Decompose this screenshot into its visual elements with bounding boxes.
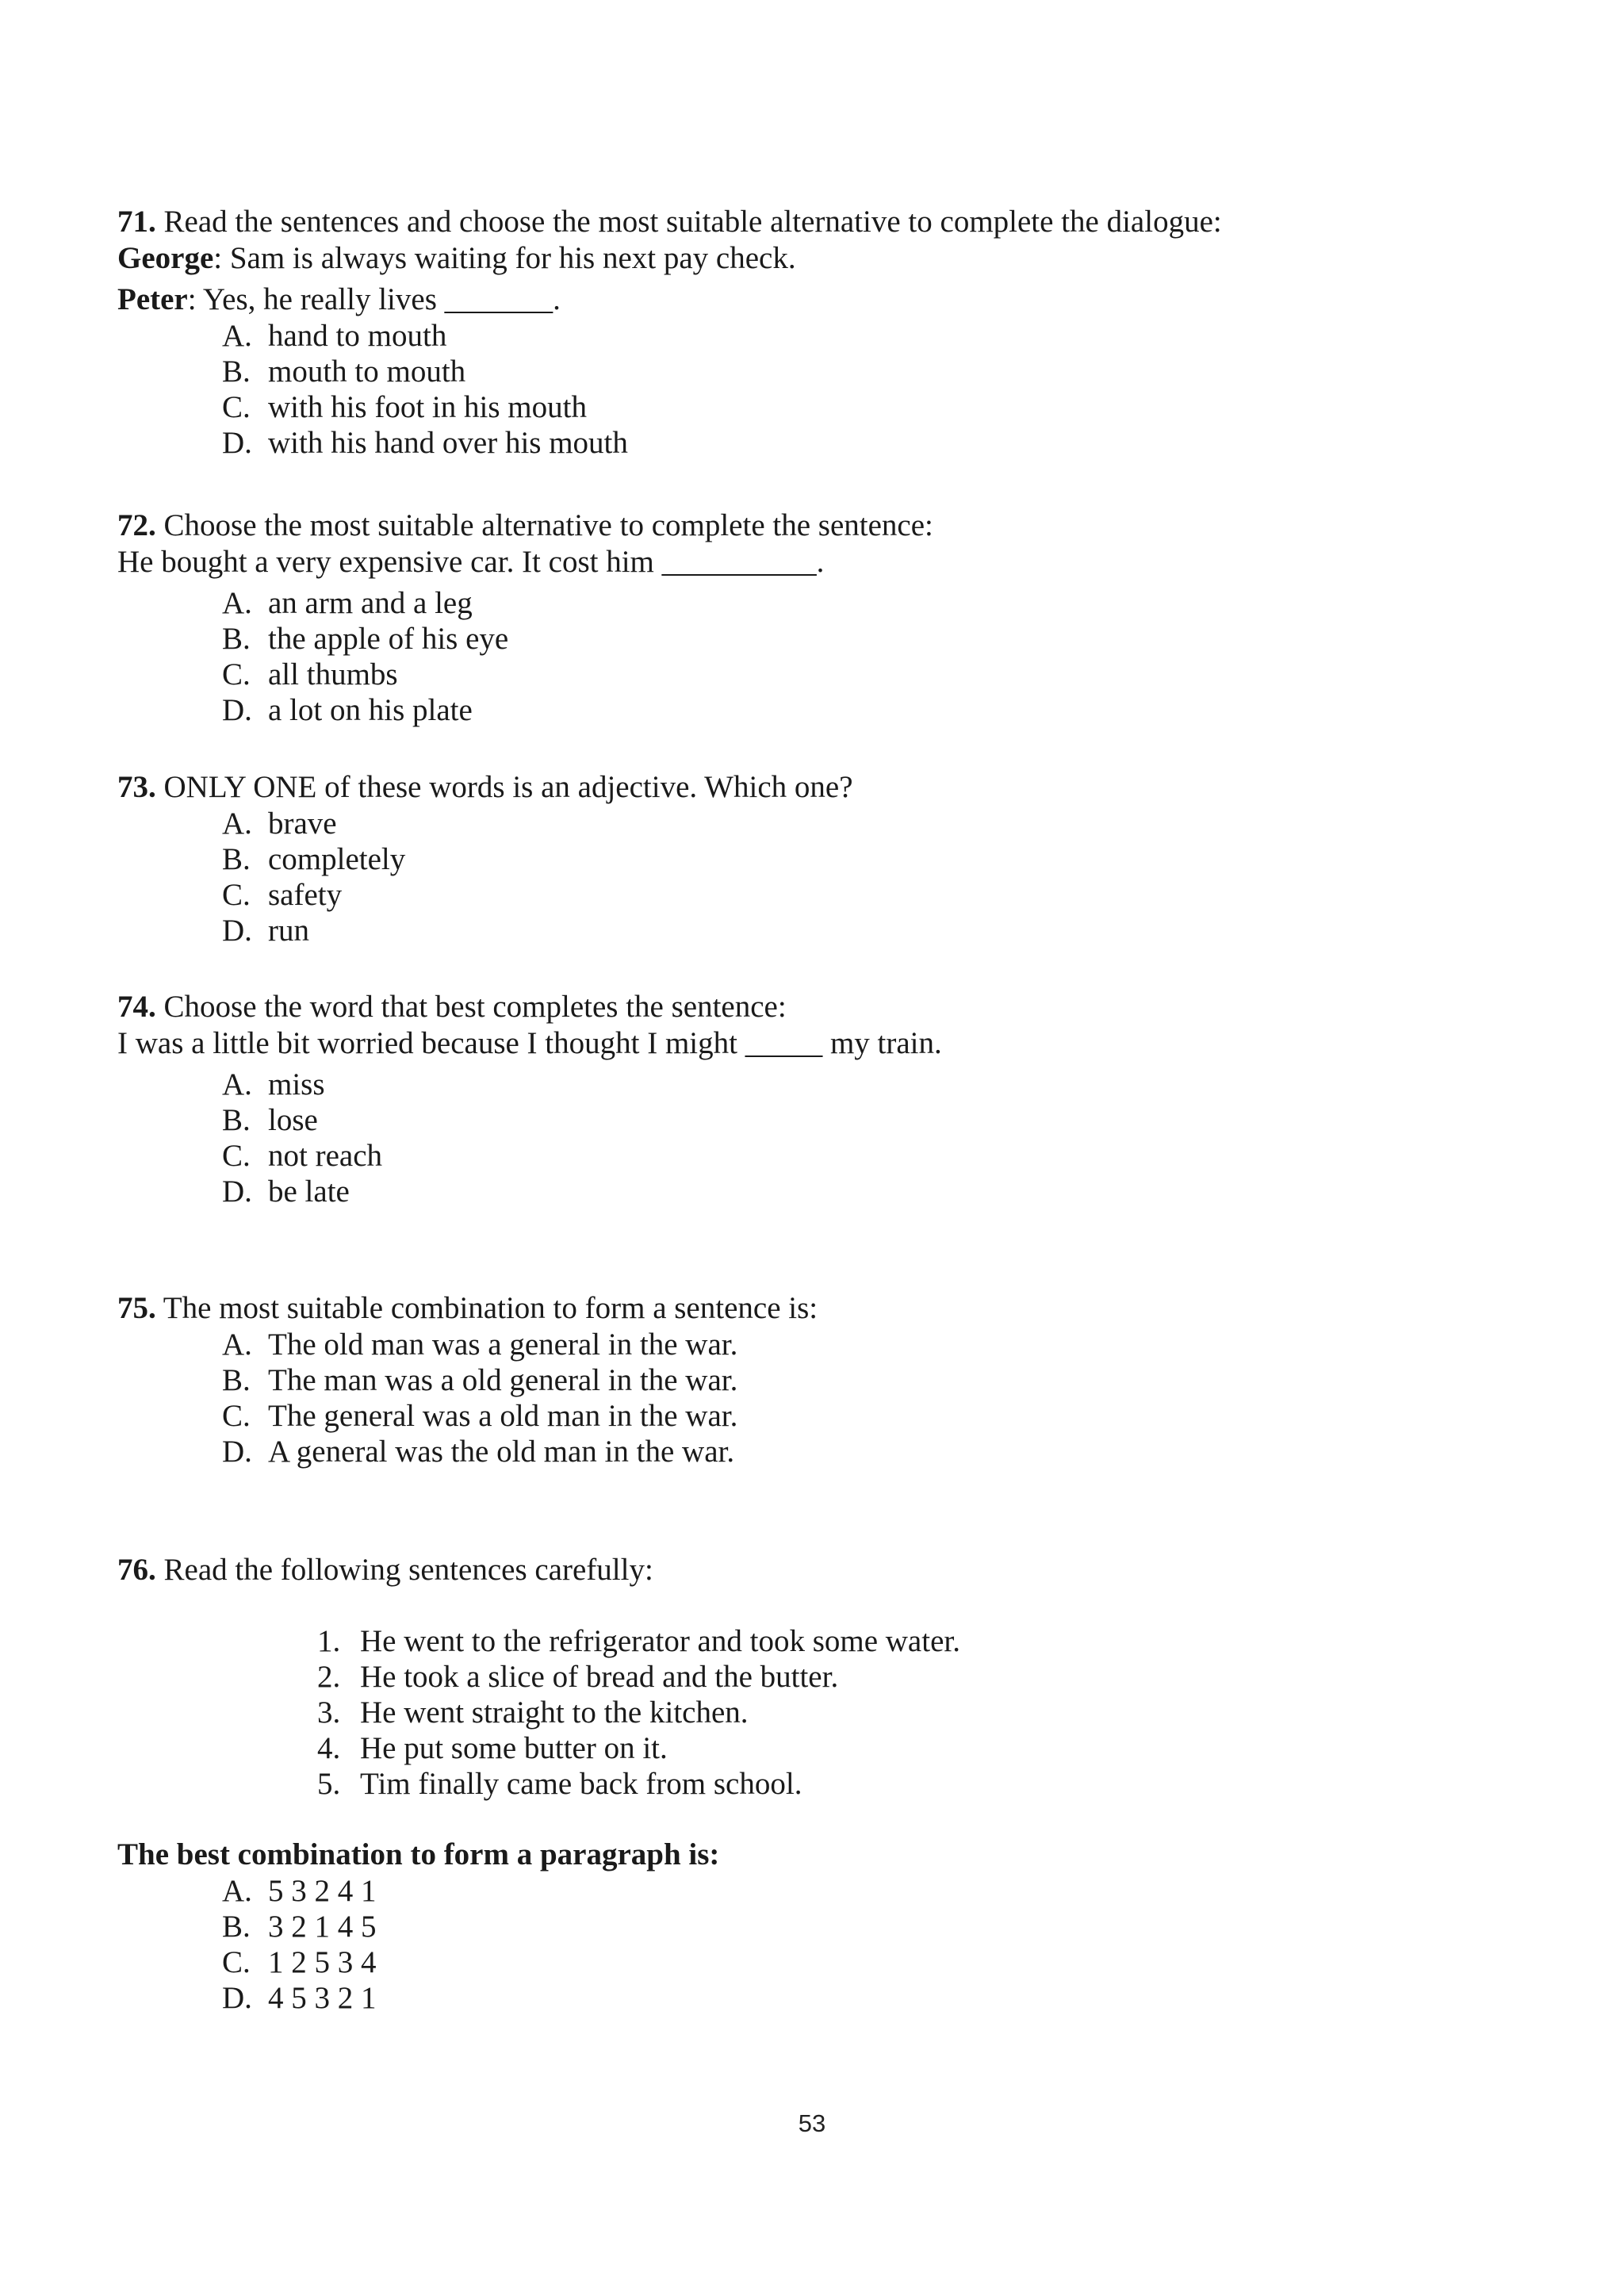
question-number: 73. [117, 770, 156, 804]
option-c: C. not reach [222, 1139, 383, 1173]
question-75-prompt: 75. The most suitable combination to form a sentence is: [117, 1291, 818, 1325]
question-number: 74. [117, 990, 156, 1024]
question-74-sentence: I was a little bit worried because I thought I might _____ my train. [117, 1026, 942, 1060]
question-74 [117, 989, 1529, 1209]
dialogue-line-george: George: Sam is always waiting for his next pay check. [117, 241, 796, 275]
option-b: B. mouth to mouth [222, 354, 466, 389]
option-a: A. hand to mouth [222, 319, 447, 353]
option-c: C. safety [222, 878, 343, 912]
sentence-1: 1. He went to the refrigerator and took some water. [317, 1624, 960, 1658]
option-b: B. The man was a old general in the war. [222, 1363, 738, 1397]
question-72-sentence: He bought a very expensive car. It cost him __________. [117, 545, 825, 579]
page-number: 53 [798, 2109, 826, 2137]
question-76-instruction: The best combination to form a paragraph is: [117, 1837, 720, 1871]
question-number: 72. [117, 508, 156, 542]
speaker-name: Peter [117, 282, 188, 316]
question-71-prompt: 71. Read the sentences and choose the most suitable alternative to complete the dialogue: [117, 205, 1222, 239]
option-c: C. 1 2 5 3 4 [222, 1945, 377, 1979]
speaker-name: George [117, 241, 214, 275]
option-d: D. a lot on his plate [222, 693, 473, 727]
option-a: A. 5 3 2 4 1 [222, 1874, 377, 1908]
option-a: A. miss [222, 1067, 325, 1101]
option-d: D. be late [222, 1174, 350, 1209]
answer-options [117, 318, 1529, 461]
option-d: D. run [222, 914, 309, 948]
option-d: D. 4 5 3 2 1 [222, 1981, 377, 2015]
sentence-5: 5. Tim finally came back from school. [317, 1767, 802, 1801]
answer-options [117, 1067, 1529, 1209]
sentence-4: 4. He put some butter on it. [317, 1731, 668, 1765]
question-75 [117, 1290, 1529, 1469]
question-73 [117, 769, 1529, 948]
question-number: 75. [117, 1291, 156, 1325]
question-72 [117, 508, 1529, 728]
option-a: A. an arm and a leg [222, 586, 473, 620]
option-b: B. completely [222, 842, 406, 876]
answer-options [117, 585, 1529, 728]
sentence-2: 2. He took a slice of bread and the butter. [317, 1660, 839, 1694]
sentence-3: 3. He went straight to the kitchen. [317, 1695, 749, 1730]
answer-options [117, 806, 1529, 948]
question-74-prompt: 74. Choose the word that best completes the sentence: [117, 990, 787, 1024]
option-b: B. lose [222, 1103, 318, 1137]
question-number: 76. [117, 1553, 156, 1587]
option-a: A. The old man was a general in the war. [222, 1327, 738, 1362]
question-72-prompt: 72. Choose the most suitable alternative to complete the sentence: [117, 508, 933, 542]
question-76 [117, 1552, 1529, 2016]
option-d: D. A general was the old man in the war. [222, 1435, 735, 1469]
question-71 [117, 204, 1529, 461]
option-c: C. all thumbs [222, 657, 398, 692]
question-73-prompt: 73. ONLY ONE of these words is an adjective. Which one? [117, 770, 853, 804]
option-b: B. the apple of his eye [222, 622, 509, 656]
option-d: D. with his hand over his mouth [222, 426, 628, 460]
option-b: B. 3 2 1 4 5 [222, 1910, 377, 1944]
sentence-list [117, 1623, 1529, 1802]
answer-options [117, 1873, 1529, 2016]
option-a: A. brave [222, 806, 337, 841]
answer-options [117, 1327, 1529, 1469]
option-c: C. with his foot in his mouth [222, 390, 587, 424]
question-number: 71. [117, 205, 156, 239]
question-76-prompt: 76. Read the following sentences carefully: [117, 1553, 653, 1587]
option-c: C. The general was a old man in the war. [222, 1399, 738, 1433]
dialogue-line-peter: Peter: Yes, he really lives _______. [117, 282, 561, 316]
